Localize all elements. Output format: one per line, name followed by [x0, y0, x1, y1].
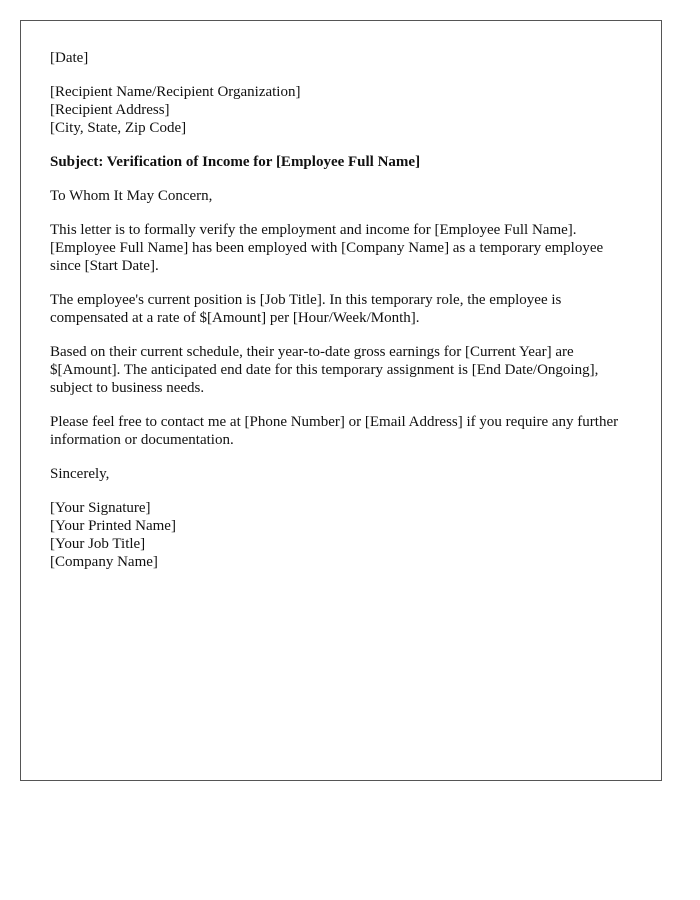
recipient-city-state-zip: [City, State, Zip Code]	[50, 120, 187, 136]
body-paragraph-employment: This letter is to formally verify the employment and income for [Employee Full Name]. [Employee Full Name] has been employed with [Company Name] as a temporary employee since [Start Date].	[50, 222, 604, 274]
signer-company: [Company Name]	[50, 554, 158, 570]
letter-subject: Subject: Verification of Income for [Employee Full Name]	[50, 154, 421, 170]
body-paragraph-position: The employee's current position is [Job Title]. In this temporary role, the employee is compensated at a rate of $[Amount] per [Hour/Week/Month].	[50, 292, 562, 326]
signature-block	[50, 499, 630, 571]
recipient-block	[50, 83, 630, 137]
letter-salutation: To Whom It May Concern,	[50, 188, 213, 204]
signer-job-title: [Your Job Title]	[50, 536, 146, 552]
date-block	[50, 49, 630, 67]
recipient-name: [Recipient Name/Recipient Organization]	[50, 84, 301, 100]
letter-closing: Sincerely,	[50, 466, 110, 482]
signature-line: [Your Signature]	[50, 500, 151, 516]
letter-date: [Date]	[50, 50, 89, 66]
body-paragraph-earnings: Based on their current schedule, their year-to-date gross earnings for [Current Year] are $[Amount]. The anticipated end date for this temporary assignment is [End Date/Ongoing], subject to business needs.	[50, 344, 599, 396]
letter-content	[50, 49, 630, 587]
printed-name: [Your Printed Name]	[50, 518, 176, 534]
letter-page	[20, 20, 662, 781]
recipient-address: [Recipient Address]	[50, 102, 170, 118]
body-paragraph-contact: Please feel free to contact me at [Phone Number] or [Email Address] if you require any further information or documentation.	[50, 414, 619, 448]
